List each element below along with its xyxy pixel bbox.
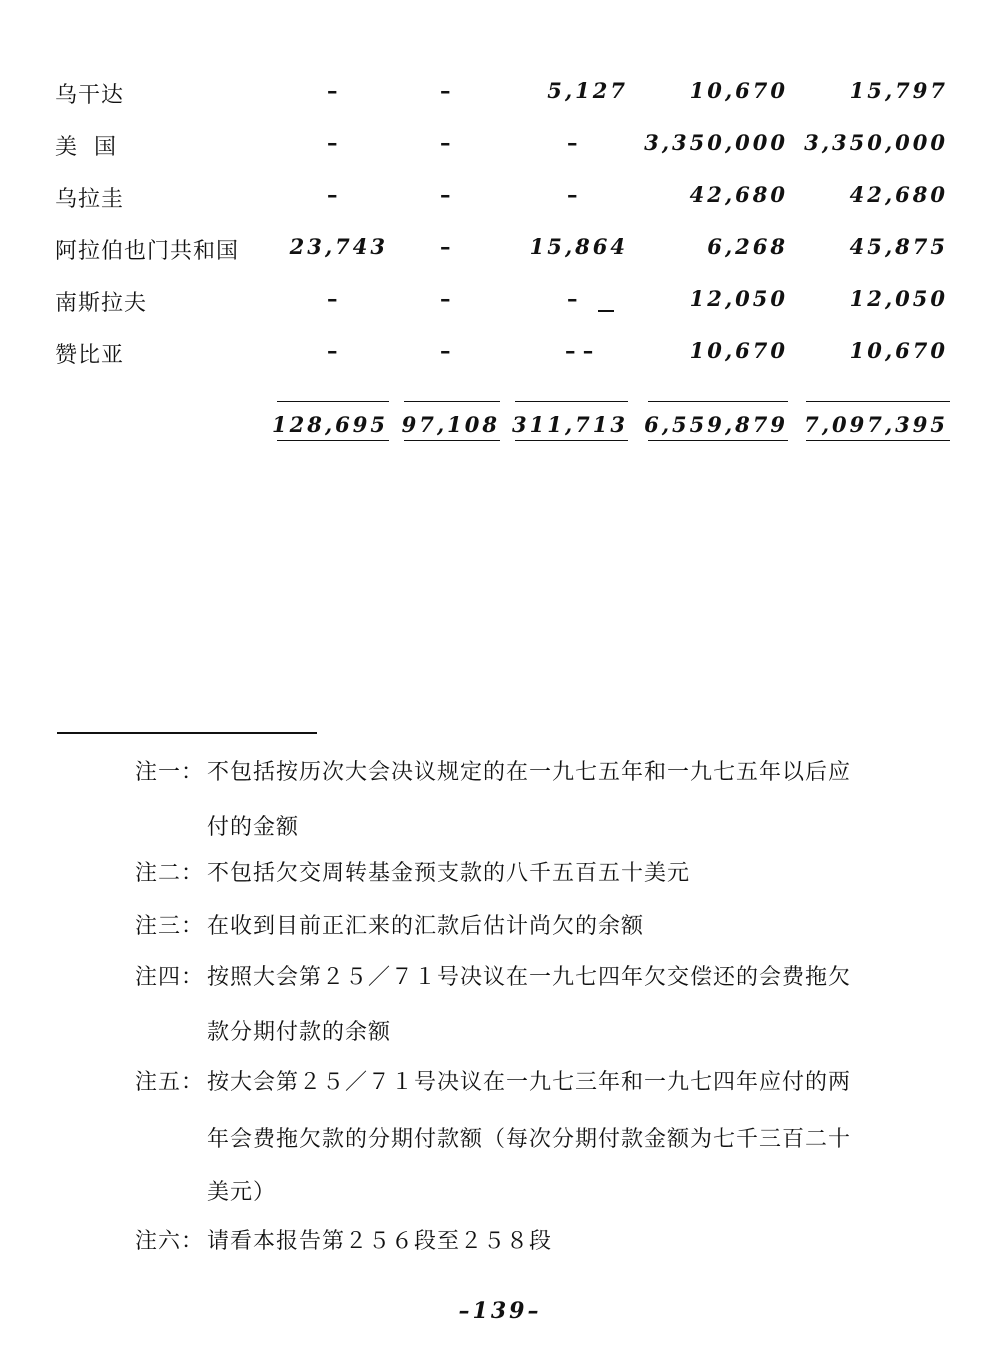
value-cell: 10,670 — [849, 338, 948, 363]
footnote — [135, 950, 895, 1006]
total-rule — [277, 401, 389, 402]
footnote-separator — [57, 732, 317, 734]
stray-dash-mark — [598, 310, 614, 312]
total-underline — [648, 440, 788, 441]
footnote — [135, 846, 895, 902]
total-cell: 7,097,395 — [804, 412, 948, 437]
total-rule — [404, 401, 500, 402]
footnote-text: 按照大会第２５／７１号决议在一九七四年欠交偿还的会费拖欠 — [207, 965, 852, 990]
footnote-label: 注六： — [135, 1229, 205, 1254]
total-rule — [648, 401, 788, 402]
value-cell: 12,050 — [849, 286, 948, 311]
total-underline — [515, 440, 628, 441]
totals-row — [0, 412, 1000, 442]
value-cell: – — [327, 78, 338, 103]
value-cell: 23,743 — [289, 234, 388, 259]
value-cell: 3,350,000 — [644, 130, 788, 155]
country-name: 南斯拉夫 — [55, 291, 148, 316]
value-cell: 15,864 — [529, 234, 628, 259]
table-row — [0, 338, 1000, 378]
value-cell: 45,875 — [849, 234, 948, 259]
value-cell: – — [327, 130, 338, 155]
footnote — [135, 1055, 895, 1111]
footnote-label: 注四： — [135, 965, 205, 990]
value-cell: 42,680 — [849, 182, 948, 207]
country-name: 乌干达 — [55, 83, 125, 108]
country-name: 赞比亚 — [55, 343, 125, 368]
value-cell: – — [440, 234, 451, 259]
footnote-label: 注五： — [135, 1070, 205, 1095]
total-rule — [515, 401, 628, 402]
value-cell: – — [567, 182, 578, 207]
total-cell: 311,713 — [512, 412, 628, 437]
value-cell: 3,350,000 — [804, 130, 948, 155]
value-cell: 12,050 — [689, 286, 788, 311]
value-cell: – — [327, 182, 338, 207]
value-cell: – — [440, 286, 451, 311]
value-cell: – — [440, 338, 451, 363]
total-rule — [806, 401, 950, 402]
table-row — [0, 286, 1000, 326]
value-cell: – – — [565, 338, 594, 363]
footnote — [135, 745, 895, 801]
footnote-text: 请看本报告第２５６段至２５８段 — [207, 1229, 553, 1254]
value-cell: 5,127 — [547, 78, 628, 103]
value-cell: 6,268 — [707, 234, 788, 259]
page-number: –139– — [458, 1298, 542, 1324]
table-row — [0, 130, 1000, 170]
value-cell: 15,797 — [849, 78, 948, 103]
value-cell: – — [440, 130, 451, 155]
table-row — [0, 78, 1000, 118]
total-cell: 6,559,879 — [644, 412, 788, 437]
footnote — [135, 1214, 895, 1270]
footnote — [135, 899, 895, 955]
footnote-continuation: 年会费拖欠款的分期付款额（每次分期付款金额为七千三百二十 — [207, 1127, 852, 1152]
footnote-label: 注一： — [135, 760, 205, 785]
value-cell: – — [327, 338, 338, 363]
value-cell: 10,670 — [689, 338, 788, 363]
footnote-continuation: 款分期付款的余额 — [207, 1020, 392, 1045]
table-row — [0, 234, 1000, 274]
country-name: 美 国 — [55, 135, 117, 160]
value-cell: – — [440, 78, 451, 103]
footnote-text: 在收到目前正汇来的汇款后估计尚欠的余额 — [207, 914, 645, 939]
footnote-label: 注三： — [135, 914, 205, 939]
footnote-continuation: 付的金额 — [207, 815, 300, 840]
total-cell: 97,108 — [401, 412, 500, 437]
table-row — [0, 182, 1000, 222]
total-cell: 128,695 — [272, 412, 388, 437]
value-cell: 10,670 — [689, 78, 788, 103]
value-cell: – — [567, 130, 578, 155]
total-underline — [277, 440, 389, 441]
footnote-text: 不包括按历次大会决议规定的在一九七五年和一九七五年以后应 — [207, 760, 852, 785]
value-cell: – — [440, 182, 451, 207]
total-underline — [806, 440, 950, 441]
value-cell: – — [327, 286, 338, 311]
footnote-text: 不包括欠交周转基金预支款的八千五百五十美元 — [207, 861, 691, 886]
total-underline — [404, 440, 500, 441]
footnote-text: 按大会第２５／７１号决议在一九七三年和一九七四年应付的两 — [207, 1070, 852, 1095]
footnote-continuation: 美元） — [207, 1180, 277, 1205]
value-cell: – — [567, 286, 578, 311]
country-name: 乌拉圭 — [55, 187, 125, 212]
footnote-label: 注二： — [135, 861, 205, 886]
country-name: 阿拉伯也门共和国 — [55, 239, 240, 264]
value-cell: 42,680 — [689, 182, 788, 207]
